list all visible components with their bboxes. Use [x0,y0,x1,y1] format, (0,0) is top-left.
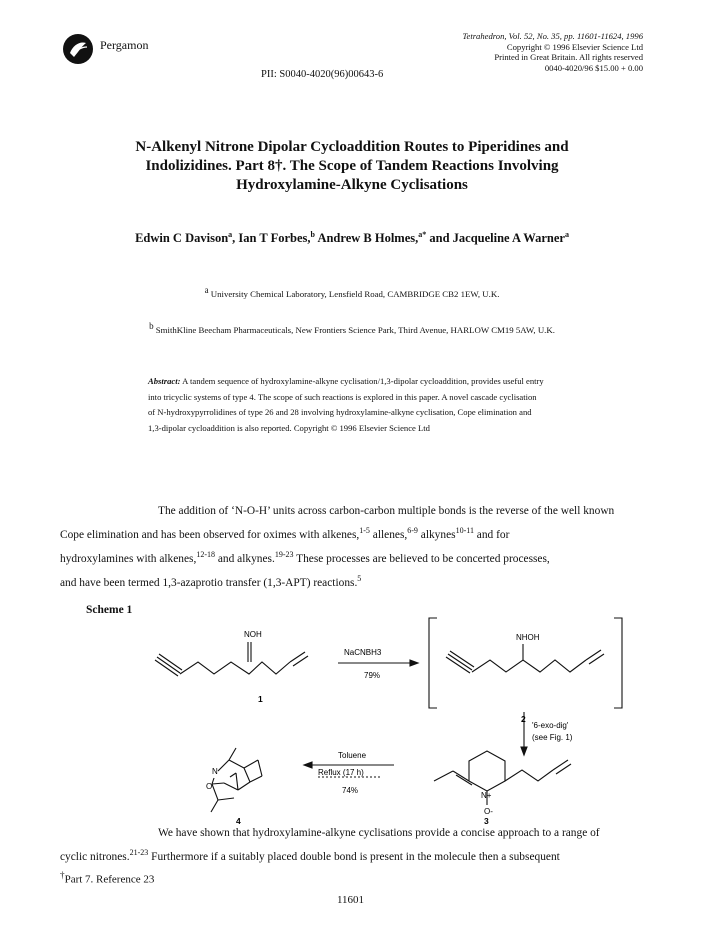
journal-info [383,31,643,73]
compound-4-number: 4 [236,816,241,825]
compound-3-number: 3 [484,816,489,825]
printed-line: Printed in Great Britain. All rights reserved [494,52,643,63]
affiliation-b [60,321,644,335]
footnote-mark: † [60,870,65,880]
abstract-label: Abstract: [148,376,181,386]
author-2-sup: b [310,230,315,239]
reagent-1: NaCNBH3 [344,648,382,657]
publisher-name: Pergamon [100,38,149,52]
abstract-line-1: A tandem sequence of hydroxylamine-alkyne cyclisation/1,3-dipolar cycloaddition, provides useful entry [182,376,544,386]
author-1-sup: a [228,230,233,239]
noh-label: NOH [244,630,262,639]
intro-line-2: Cope elimination and has been observed for oximes with alkenes,$^{1-5}$ allenes,$^{6-9}$ alkynes$^{10-11}$ and for [60,526,510,541]
affiliation-b-text: SmithKline Beecham Pharmaceuticals, New Frontiers Science Park, Third Avenue, HARLOW CM19 5AW, U.K. [155,324,555,335]
closing-line-2: cyclic nitrones.$^{21-23}$ Furthermore if a suitably placed double bond is present in the molecule then a subsequent [60,848,560,863]
author-2: Ian T Forbes, [238,231,311,246]
author-list: Edwin C Davison$^a$, Ian T Forbes,$^b$ Andrew B Holmes,$^{a*}$ and Jacqueline A Warner$^a$ [135,230,569,246]
intro-paragraph [60,502,645,592]
affiliation-a-sup: a [204,285,209,295]
abstract-line-2: into tricyclic systems of type 4. The scope of such reactions is explored in this paper. A novel cascade cyclisation [148,391,537,402]
price-line: 0040-4020/96 $15.00 + 0.00 [544,62,643,73]
page-number: 11601 [336,894,365,906]
title-line-3: Hydroxylamine-Alkyne Cyclisations [236,177,468,193]
author-4-sup: a [564,230,569,239]
author-3-sup: a* [418,230,427,239]
compound-2-number: 2 [521,714,526,724]
yield-3: 74% [342,786,359,795]
title-line-1: N-Alkenyl Nitrone Dipolar Cycloaddition Routes to Piperidines and [135,139,569,155]
abstract-line-3: of N-hydroxypyrrolidines of type 26 and 28 involving hydroxylamine-alkyne cyclisation, Cope elimination and [148,407,532,417]
abstract [148,374,600,436]
closing-line-1: We have shown that hydroxylamine-alkyne cyclisations provide a concise approach to a range of [158,827,600,839]
author-1: Edwin C Davison [135,231,229,246]
o-atom-label: O [206,782,213,791]
step2-label-1: '6-exo-dig' [532,721,569,730]
n-atom-label: N [212,767,218,776]
paper-title [60,138,644,195]
title-line-2: Indolizidines. Part 8†. The Scope of Tandem Reactions Involving [145,158,559,174]
author-3: Andrew B Holmes, [317,231,419,246]
copyright-line: Copyright © 1996 Elsevier Science Ltd [506,41,643,52]
author-4: and Jacqueline A Warner [429,231,565,246]
reagent-3-line-2: Reflux (17 h) [318,768,364,777]
intro-line-1: The addition of ‘N-O-H’ units across carbon-carbon multiple bonds is the reverse of the well known [158,505,615,517]
abstract-line-4: 1,3-dipolar cycloaddition is also reported. Copyright © 1996 Elsevier Science Ltd [148,422,430,433]
o-minus-label: O- [484,807,493,816]
affiliation-a-text: University Chemical Laboratory, Lensfield Road, CAMBRIDGE CB2 1EW, U.K. [210,288,500,299]
affiliation-b-sup: b [149,321,154,331]
pii: PII: S0040-4020(96)00643-6 [261,69,384,80]
step2-label-2: (see Fig. 1) [532,733,573,742]
yield-1: 79% [364,671,381,680]
scheme-label: Scheme 1 [86,604,133,616]
compound-1-structure [155,642,308,676]
reagent-3-line-1: Toluene [338,751,367,760]
scheme-1-diagram [0,600,701,825]
n-plus-label: N+ [481,791,492,800]
footnote-text: Part 7. Reference 23 [64,873,155,886]
intro-line-4: and have been termed 1,3-azaprotio transfer (1,3-APT) reactions.$^5$ [60,573,362,589]
compound-2-structure [446,644,604,673]
compound-3-structure [434,751,571,805]
nhoh-label: NHOH [516,633,540,642]
affiliation-a [60,285,644,299]
intro-line-3: hydroxylamines with alkenes,$^{12-18}$ and alkynes.$^{19-23}$ These processes are believed to be concerted processes, [60,549,550,565]
pergamon-logo [62,33,94,65]
journal-citation: Tetrahedron, Vol. 52, No. 35, pp. 11601-11624, 1996 [462,31,643,41]
compound-1-number: 1 [258,694,263,704]
closing-paragraph [60,824,645,867]
compound-4-structure [211,748,262,812]
footnote [60,870,154,886]
